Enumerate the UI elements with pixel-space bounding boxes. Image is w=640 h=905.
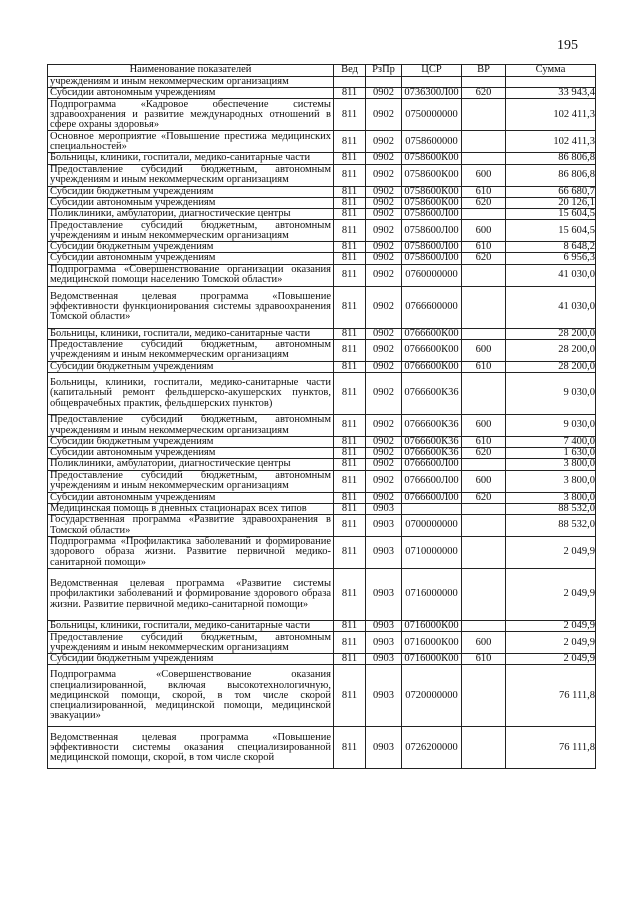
row-sum-cell: 1 630,0	[506, 448, 596, 459]
row-ved-cell: 811	[334, 286, 366, 328]
row-sum-cell: 8 648,2	[506, 242, 596, 253]
row-ved-cell	[334, 77, 366, 88]
row-name-cell: Больницы, клиники, госпитали, медико-санитарные части	[48, 153, 334, 164]
row-csr-cell: 0766600Л00	[402, 492, 462, 503]
row-ved-cell: 811	[334, 186, 366, 197]
row-vr-cell	[462, 503, 506, 514]
row-rzpr-cell: 0902	[366, 459, 402, 470]
table-row	[48, 264, 596, 286]
row-sum-cell: 102 411,3	[506, 99, 596, 131]
row-vr-cell: 600	[462, 470, 506, 492]
row-vr-cell	[462, 665, 506, 727]
row-ved-cell: 811	[334, 242, 366, 253]
row-name-cell: Ведомственная целевая программа «Повышение эффективности системы оказания специализированной медицинской помощи, скорой, в том числе скорой	[48, 727, 334, 769]
row-rzpr-cell: 0903	[366, 654, 402, 665]
table-row	[48, 99, 596, 131]
table-row	[48, 569, 596, 621]
row-csr-cell: 0760000000	[402, 264, 462, 286]
row-rzpr-cell: 0903	[366, 537, 402, 569]
row-rzpr-cell: 0902	[366, 264, 402, 286]
row-rzpr-cell: 0902	[366, 328, 402, 339]
row-ved-cell: 811	[334, 437, 366, 448]
row-ved-cell: 811	[334, 264, 366, 286]
table-row	[48, 242, 596, 253]
row-vr-cell: 620	[462, 492, 506, 503]
row-rzpr-cell: 0902	[366, 99, 402, 131]
row-rzpr-cell: 0902	[366, 448, 402, 459]
row-ved-cell: 811	[334, 197, 366, 208]
row-vr-cell	[462, 286, 506, 328]
row-ved-cell: 811	[334, 654, 366, 665]
row-sum-cell: 15 604,5	[506, 209, 596, 220]
row-vr-cell	[462, 328, 506, 339]
row-ved-cell: 811	[334, 88, 366, 99]
row-name-cell: Субсидии автономным учреждениям	[48, 448, 334, 459]
row-name-cell: Ведомственная целевая программа «Повышение эффективности функционирования системы здравоохранения Томской области»	[48, 286, 334, 328]
header-ved: Вед	[334, 65, 366, 77]
row-csr-cell: 0758600К00	[402, 186, 462, 197]
row-csr-cell: 0716000К00	[402, 654, 462, 665]
row-csr-cell: 0766600000	[402, 286, 462, 328]
row-name-cell: Поликлиники, амбулатории, диагностические центры	[48, 459, 334, 470]
row-ved-cell: 811	[334, 727, 366, 769]
row-csr-cell: 0758600К00	[402, 197, 462, 208]
row-rzpr-cell: 0903	[366, 665, 402, 727]
row-ved-cell: 811	[334, 448, 366, 459]
row-csr-cell: 0758600Л00	[402, 220, 462, 242]
table-row	[48, 665, 596, 727]
row-sum-cell: 2 049,9	[506, 654, 596, 665]
row-rzpr-cell: 0902	[366, 209, 402, 220]
table-row	[48, 88, 596, 99]
row-rzpr-cell: 0903	[366, 621, 402, 632]
row-name-cell: Субсидии бюджетным учреждениям	[48, 361, 334, 372]
row-sum-cell: 3 800,0	[506, 459, 596, 470]
row-sum-cell: 102 411,3	[506, 131, 596, 153]
table-row	[48, 727, 596, 769]
row-ved-cell: 811	[334, 253, 366, 264]
row-csr-cell: 0766600К36	[402, 415, 462, 437]
row-csr-cell: 0766600К36	[402, 373, 462, 415]
row-vr-cell: 610	[462, 437, 506, 448]
row-vr-cell: 620	[462, 253, 506, 264]
row-sum-cell: 66 680,7	[506, 186, 596, 197]
row-rzpr-cell: 0902	[366, 373, 402, 415]
table-row	[48, 459, 596, 470]
row-csr-cell: 0766600К36	[402, 448, 462, 459]
table-row	[48, 328, 596, 339]
row-ved-cell: 811	[334, 569, 366, 621]
row-csr-cell: 0720000000	[402, 665, 462, 727]
row-rzpr-cell: 0903	[366, 515, 402, 537]
row-csr-cell: 0700000000	[402, 515, 462, 537]
row-csr-cell: 0766600К00	[402, 339, 462, 361]
row-name-cell: Субсидии бюджетным учреждениям	[48, 186, 334, 197]
row-sum-cell: 28 200,0	[506, 339, 596, 361]
table-row	[48, 164, 596, 186]
row-ved-cell: 811	[334, 492, 366, 503]
row-vr-cell	[462, 153, 506, 164]
row-ved-cell: 811	[334, 470, 366, 492]
row-name-cell: Больницы, клиники, госпитали, медико-санитарные части (капитальный ремонт фельдшерско-акушерских пунктов, общеврачебных практик, фельдшерских пунктов)	[48, 373, 334, 415]
row-sum-cell: 2 049,9	[506, 632, 596, 654]
row-name-cell: Субсидии бюджетным учреждениям	[48, 242, 334, 253]
row-sum-cell: 15 604,5	[506, 220, 596, 242]
row-rzpr-cell: 0902	[366, 153, 402, 164]
row-name-cell: Субсидии бюджетным учреждениям	[48, 654, 334, 665]
row-name-cell: Субсидии автономным учреждениям	[48, 88, 334, 99]
row-name-cell: Субсидии автономным учреждениям	[48, 492, 334, 503]
row-ved-cell: 811	[334, 131, 366, 153]
table-row	[48, 415, 596, 437]
table-row	[48, 448, 596, 459]
table-row	[48, 220, 596, 242]
table-row	[48, 253, 596, 264]
table-row	[48, 503, 596, 514]
row-name-cell: Субсидии автономным учреждениям	[48, 253, 334, 264]
header-sum: Сумма	[506, 65, 596, 77]
table-row	[48, 373, 596, 415]
table-row	[48, 209, 596, 220]
row-vr-cell: 610	[462, 186, 506, 197]
row-csr-cell: 0716000000	[402, 569, 462, 621]
row-vr-cell	[462, 459, 506, 470]
row-name-cell: Медицинская помощь в дневных стационарах всех типов	[48, 503, 334, 514]
row-vr-cell: 600	[462, 220, 506, 242]
row-rzpr-cell: 0902	[366, 88, 402, 99]
row-csr-cell: 0758600Л00	[402, 253, 462, 264]
row-sum-cell: 76 111,8	[506, 727, 596, 769]
row-rzpr-cell: 0902	[366, 197, 402, 208]
row-name-cell: Больницы, клиники, госпитали, медико-санитарные части	[48, 328, 334, 339]
row-name-cell: Предоставление субсидий бюджетным, автономным учреждениям и иным некоммерческим организациям	[48, 220, 334, 242]
row-vr-cell	[462, 264, 506, 286]
table-row	[48, 286, 596, 328]
table-header-row	[48, 65, 596, 77]
row-ved-cell: 811	[334, 209, 366, 220]
row-sum-cell: 3 800,0	[506, 492, 596, 503]
row-vr-cell	[462, 515, 506, 537]
row-name-cell: Подпрограмма «Совершенствование организации оказания медицинской помощи населению Томской области»	[48, 264, 334, 286]
row-sum-cell: 28 200,0	[506, 328, 596, 339]
row-vr-cell	[462, 621, 506, 632]
row-vr-cell	[462, 727, 506, 769]
table-row	[48, 186, 596, 197]
row-csr-cell: 0750000000	[402, 99, 462, 131]
row-rzpr-cell: 0902	[366, 470, 402, 492]
row-ved-cell: 811	[334, 373, 366, 415]
row-vr-cell: 600	[462, 415, 506, 437]
row-name-cell: Предоставление субсидий бюджетным, автономным учреждениям и иным некоммерческим организациям	[48, 470, 334, 492]
row-vr-cell: 600	[462, 339, 506, 361]
row-vr-cell	[462, 209, 506, 220]
row-name-cell: Предоставление субсидий бюджетным, автономным учреждениям и иным некоммерческим организациям	[48, 339, 334, 361]
row-name-cell: Подпрограмма «Профилактика заболеваний и формирование здорового образа жизни. Развитие первичной медико-санитарной помощи»	[48, 537, 334, 569]
header-name: Наименование показателей	[48, 65, 334, 77]
header-rzpr: РзПр	[366, 65, 402, 77]
row-vr-cell: 600	[462, 632, 506, 654]
row-sum-cell: 76 111,8	[506, 665, 596, 727]
row-rzpr-cell: 0902	[366, 164, 402, 186]
row-rzpr-cell: 0902	[366, 437, 402, 448]
table-row	[48, 654, 596, 665]
header-vr: ВР	[462, 65, 506, 77]
budget-table	[47, 64, 596, 769]
row-vr-cell: 610	[462, 654, 506, 665]
row-csr-cell	[402, 77, 462, 88]
row-rzpr-cell: 0902	[366, 492, 402, 503]
row-ved-cell: 811	[334, 621, 366, 632]
row-ved-cell: 811	[334, 515, 366, 537]
row-sum-cell	[506, 77, 596, 88]
row-sum-cell: 6 956,3	[506, 253, 596, 264]
row-ved-cell: 811	[334, 415, 366, 437]
table-body	[48, 77, 596, 769]
row-ved-cell: 811	[334, 339, 366, 361]
row-rzpr-cell: 0902	[366, 186, 402, 197]
row-vr-cell: 600	[462, 164, 506, 186]
row-sum-cell: 88 532,0	[506, 515, 596, 537]
row-ved-cell: 811	[334, 503, 366, 514]
row-csr-cell: 0766600К00	[402, 361, 462, 372]
table-row	[48, 470, 596, 492]
row-vr-cell: 620	[462, 197, 506, 208]
row-csr-cell: 0758600Л00	[402, 209, 462, 220]
row-sum-cell: 28 200,0	[506, 361, 596, 372]
table-row	[48, 131, 596, 153]
row-csr-cell: 0758600К00	[402, 153, 462, 164]
row-csr-cell: 0766600К36	[402, 437, 462, 448]
row-vr-cell	[462, 131, 506, 153]
row-csr-cell: 0716000К00	[402, 621, 462, 632]
row-vr-cell	[462, 569, 506, 621]
row-sum-cell: 86 806,8	[506, 164, 596, 186]
row-sum-cell: 7 400,0	[506, 437, 596, 448]
row-vr-cell: 620	[462, 448, 506, 459]
table-row	[48, 339, 596, 361]
row-ved-cell: 811	[334, 153, 366, 164]
row-ved-cell: 811	[334, 459, 366, 470]
row-name-cell: Больницы, клиники, госпитали, медико-санитарные части	[48, 621, 334, 632]
row-vr-cell: 610	[462, 361, 506, 372]
row-csr-cell: 0758600К00	[402, 164, 462, 186]
row-rzpr-cell: 0902	[366, 415, 402, 437]
row-csr-cell: 0736300Л00	[402, 88, 462, 99]
row-sum-cell: 9 030,0	[506, 415, 596, 437]
table-row	[48, 437, 596, 448]
row-sum-cell: 86 806,8	[506, 153, 596, 164]
row-csr-cell: 0766600К00	[402, 328, 462, 339]
row-rzpr-cell: 0902	[366, 220, 402, 242]
row-rzpr-cell: 0903	[366, 503, 402, 514]
row-rzpr-cell: 0902	[366, 131, 402, 153]
row-sum-cell: 9 030,0	[506, 373, 596, 415]
row-rzpr-cell	[366, 77, 402, 88]
row-csr-cell: 0758600000	[402, 131, 462, 153]
row-sum-cell: 20 126,1	[506, 197, 596, 208]
row-name-cell: Предоставление субсидий бюджетным, автономным учреждениям и иным некоммерческим организациям	[48, 632, 334, 654]
row-rzpr-cell: 0902	[366, 339, 402, 361]
row-csr-cell: 0758600Л00	[402, 242, 462, 253]
row-csr-cell: 0766600Л00	[402, 459, 462, 470]
row-name-cell: Поликлиники, амбулатории, диагностические центры	[48, 209, 334, 220]
row-name-cell: Субсидии бюджетным учреждениям	[48, 437, 334, 448]
row-ved-cell: 811	[334, 665, 366, 727]
row-ved-cell: 811	[334, 99, 366, 131]
row-vr-cell: 620	[462, 88, 506, 99]
row-vr-cell	[462, 373, 506, 415]
row-name-cell: Ведомственная целевая программа «Развитие системы профилактики заболеваний и формирование здорового образа жизни. Развитие первичной медико-санитарной помощи»	[48, 569, 334, 621]
row-sum-cell: 2 049,9	[506, 569, 596, 621]
row-sum-cell: 33 943,4	[506, 88, 596, 99]
table-row	[48, 621, 596, 632]
row-name-cell: учреждениям и иным некоммерческим организациям	[48, 77, 334, 88]
table-row	[48, 361, 596, 372]
row-csr-cell: 0726200000	[402, 727, 462, 769]
table-row	[48, 537, 596, 569]
table-row	[48, 492, 596, 503]
row-name-cell: Предоставление субсидий бюджетным, автономным учреждениям и иным некоммерческим организациям	[48, 164, 334, 186]
table-row	[48, 632, 596, 654]
row-vr-cell: 610	[462, 242, 506, 253]
table-row	[48, 77, 596, 88]
row-rzpr-cell: 0903	[366, 632, 402, 654]
row-vr-cell	[462, 537, 506, 569]
row-sum-cell: 3 800,0	[506, 470, 596, 492]
table-row	[48, 515, 596, 537]
row-name-cell: Подпрограмма «Совершенствование оказания специализированной, включая высокотехнологичную, медицинской помощи, скорой, в том числе скорой специализированной, медицинской помощи, медицинской эвакуации»	[48, 665, 334, 727]
table-row	[48, 197, 596, 208]
row-rzpr-cell: 0902	[366, 361, 402, 372]
row-name-cell: Основное мероприятие «Повышение престижа медицинских специальностей»	[48, 131, 334, 153]
page-number: 195	[557, 38, 578, 53]
row-name-cell: Подпрограмма «Кадровое обеспечение системы здравоохранения и развитие международных отношений в сфере охраны здоровья»	[48, 99, 334, 131]
header-csr: ЦСР	[402, 65, 462, 77]
row-csr-cell: 0716000К00	[402, 632, 462, 654]
row-ved-cell: 811	[334, 328, 366, 339]
row-vr-cell	[462, 99, 506, 131]
row-rzpr-cell: 0902	[366, 253, 402, 264]
row-sum-cell: 2 049,9	[506, 621, 596, 632]
row-sum-cell: 2 049,9	[506, 537, 596, 569]
row-vr-cell	[462, 77, 506, 88]
row-name-cell: Государственная программа «Развитие здравоохранения в Томской области»	[48, 515, 334, 537]
row-rzpr-cell: 0903	[366, 727, 402, 769]
row-ved-cell: 811	[334, 537, 366, 569]
row-sum-cell: 41 030,0	[506, 286, 596, 328]
row-csr-cell	[402, 503, 462, 514]
row-ved-cell: 811	[334, 164, 366, 186]
row-rzpr-cell: 0903	[366, 569, 402, 621]
row-name-cell: Предоставление субсидий бюджетным, автономным учреждениям и иным некоммерческим организациям	[48, 415, 334, 437]
row-ved-cell: 811	[334, 632, 366, 654]
row-csr-cell: 0710000000	[402, 537, 462, 569]
row-rzpr-cell: 0902	[366, 286, 402, 328]
row-ved-cell: 811	[334, 220, 366, 242]
row-name-cell: Субсидии автономным учреждениям	[48, 197, 334, 208]
row-ved-cell: 811	[334, 361, 366, 372]
row-sum-cell: 88 532,0	[506, 503, 596, 514]
row-csr-cell: 0766600Л00	[402, 470, 462, 492]
table-row	[48, 153, 596, 164]
row-sum-cell: 41 030,0	[506, 264, 596, 286]
row-rzpr-cell: 0902	[366, 242, 402, 253]
